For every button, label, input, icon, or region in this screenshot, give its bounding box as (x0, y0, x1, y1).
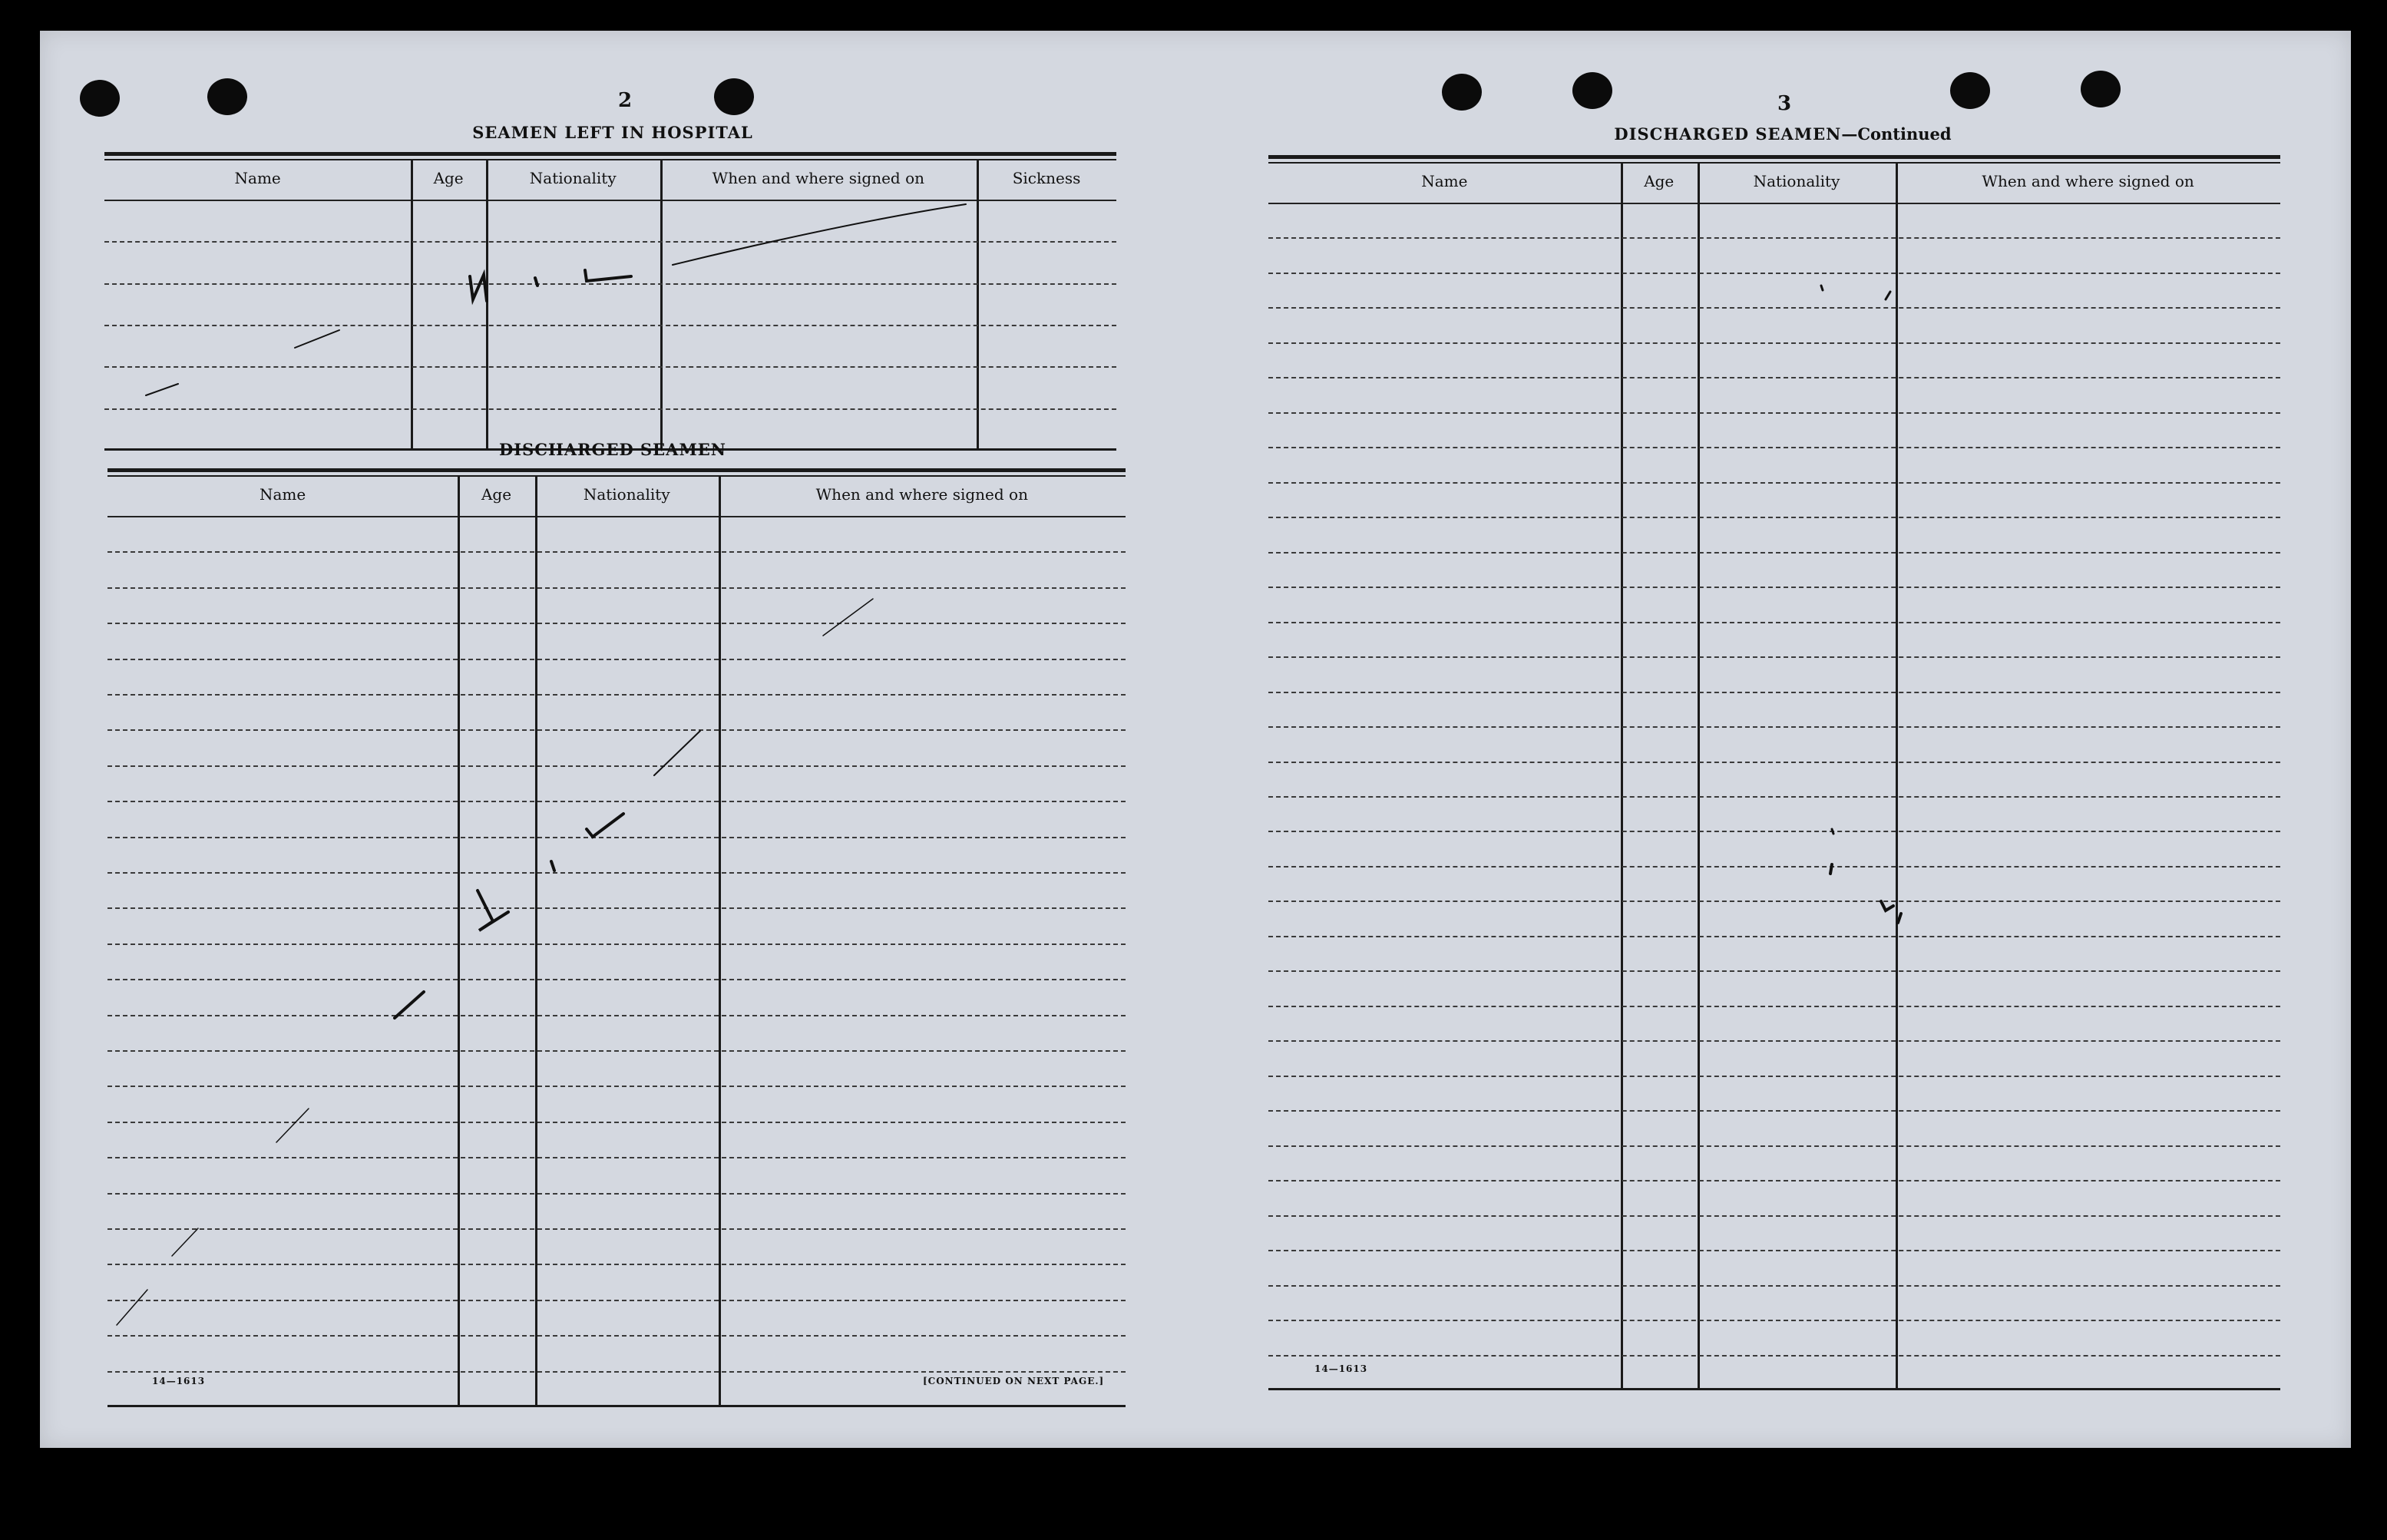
column-header-age: Age (1644, 172, 1675, 190)
handwritten-nil-hospital-l (585, 270, 631, 281)
column-header-name: Name (1421, 172, 1468, 190)
column-header-sickness: Sickness (1012, 169, 1081, 187)
handwritten-strike-discharged (654, 731, 700, 775)
column-header-nationality: Nationality (1753, 172, 1840, 190)
handwriting-overlay (40, 31, 2351, 1448)
column-header-age: Age (433, 169, 464, 187)
handwritten-strike-discharged (276, 1109, 309, 1142)
column-header-name: Name (234, 169, 281, 187)
handwritten-tick (1830, 864, 1832, 874)
handwritten-nil-discharged (478, 891, 508, 930)
form-number-left: 14—1613 (152, 1376, 206, 1386)
handwritten-strike-hospital (673, 204, 966, 265)
handwritten-tick (1832, 829, 1833, 834)
page-number-left: 2 (618, 89, 633, 112)
column-header-when-and-where-signed-on: When and where signed on (1982, 172, 2194, 190)
column-header-when-and-where-signed-on: When and where signed on (712, 169, 924, 187)
column-header-name: Name (259, 485, 306, 504)
handwritten-strike-discharged (395, 992, 424, 1018)
handwritten-nil-discharged-l (587, 814, 623, 837)
handwritten-tick (1886, 292, 1890, 299)
handwritten-dash (146, 384, 178, 395)
handwritten-strike-discharged (117, 1290, 147, 1325)
document-sheet (40, 31, 2351, 1448)
handwritten-nil-hospital-i (535, 278, 537, 286)
handwritten-dash (295, 330, 339, 348)
discharged-continued-suffix: —Continued (1841, 124, 1952, 144)
discharged-continued-title-main: DISCHARGED SEAMEN (1614, 124, 1842, 144)
handwritten-strike-discharged (823, 599, 873, 636)
hospital-section-title: SEAMEN LEFT IN HOSPITAL (472, 123, 753, 142)
continued-note: [CONTINUED ON NEXT PAGE.] (923, 1376, 1105, 1386)
column-header-nationality: Nationality (583, 485, 670, 504)
column-header-age: Age (481, 485, 512, 504)
column-header-nationality: Nationality (529, 169, 617, 187)
form-number-right: 14—1613 (1314, 1363, 1368, 1374)
discharged-section-title: DISCHARGED SEAMEN (499, 440, 726, 459)
handwritten-strike-discharged (172, 1228, 198, 1256)
handwritten-nil-discharged-i (551, 861, 554, 871)
handwritten-tick (1821, 286, 1823, 290)
handwritten-tick (1881, 901, 1901, 923)
page-number-right: 3 (1777, 92, 1792, 115)
column-header-when-and-where-signed-on: When and where signed on (815, 485, 1028, 504)
handwritten-nil-hospital (470, 275, 487, 301)
